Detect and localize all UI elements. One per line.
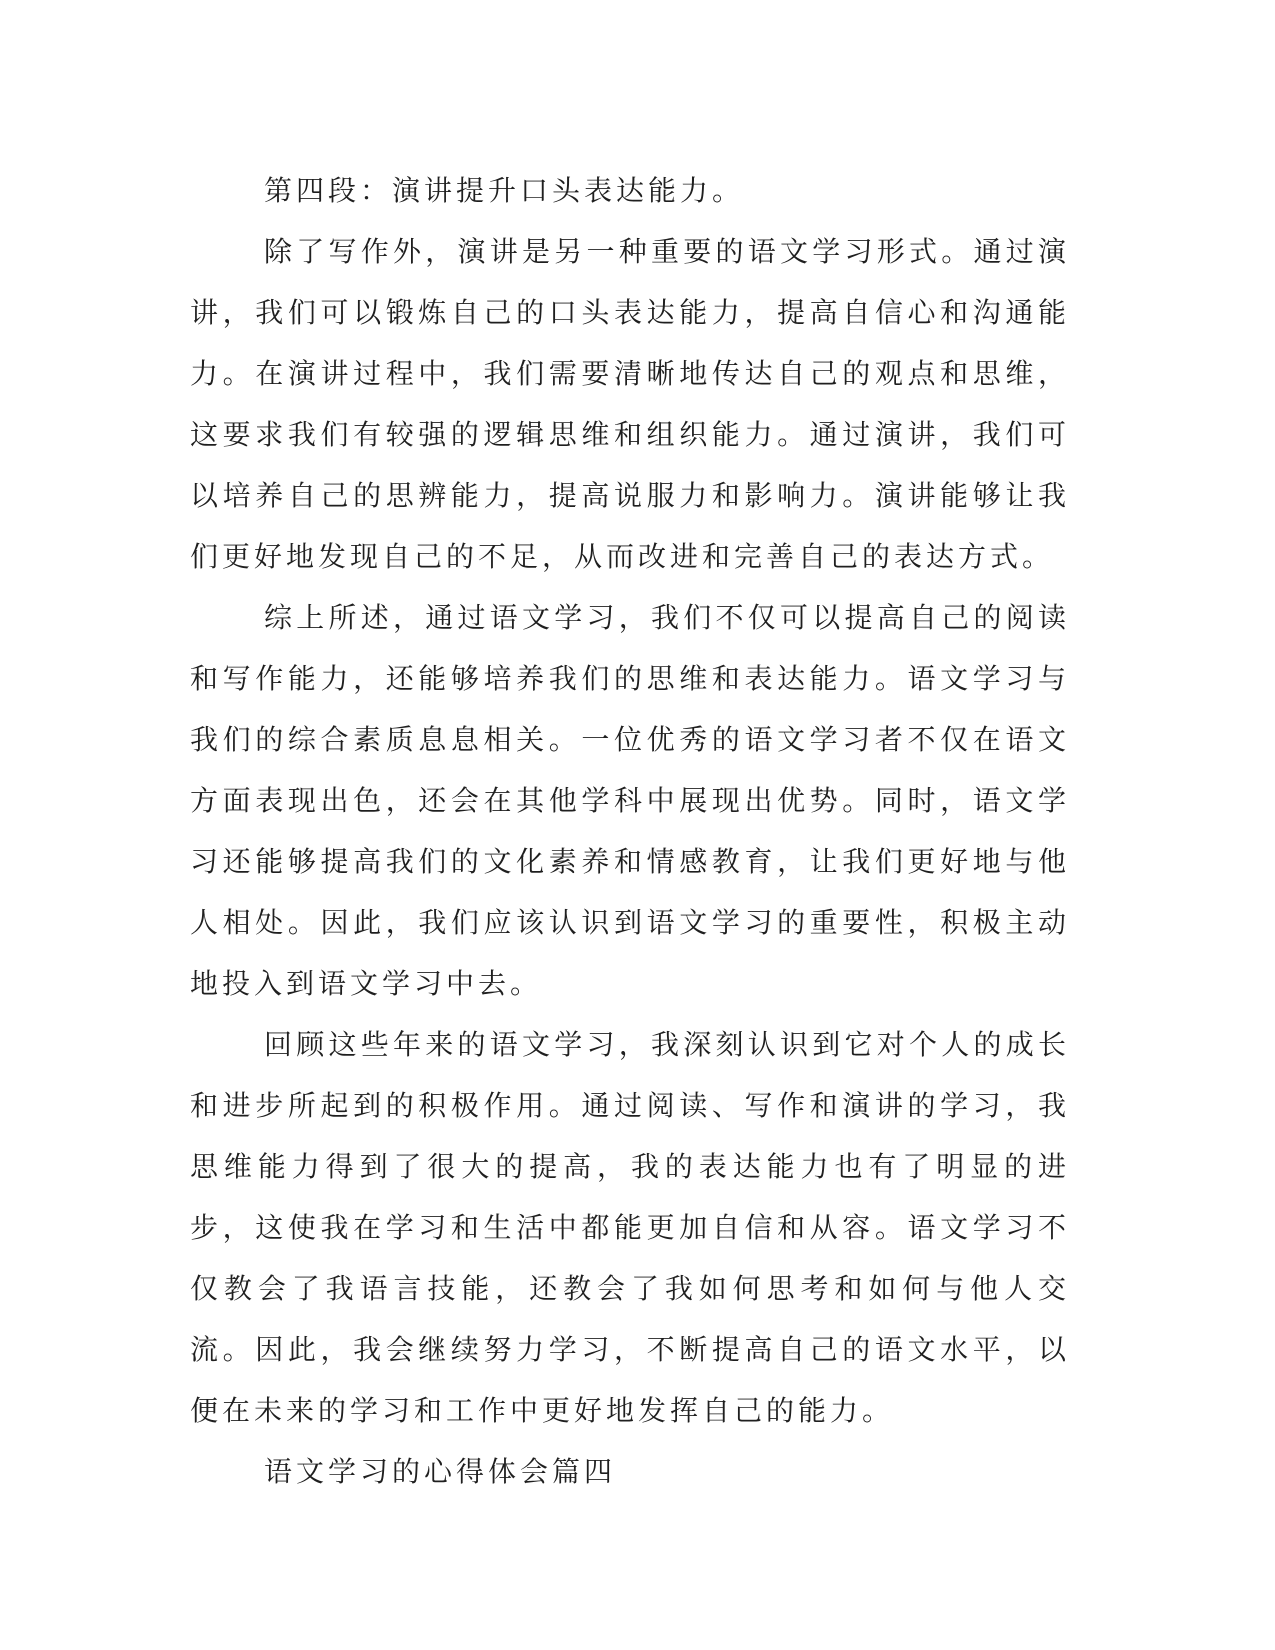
paragraph-summary: 综上所述，通过语文学习，我们不仅可以提高自己的阅读和写作能力，还能够培养我们的思维和表达能力。语文学习与我们的综合素质息息相关。一位优秀的语文学习者不仅在语文方面表现出色，还会在其他学科中展现出优势。同时，语文学习还能够提高我们的文化素养和情感教育，让我们更好地与他人相处。因此，我们应该认识到语文学习的重要性，积极主动地投入到语文学习中去。	[190, 601, 1070, 1000]
document-body	[190, 160, 1070, 1502]
paragraph-speech: 除了写作外，演讲是另一种重要的语文学习形式。通过演讲，我们可以锻炼自己的口头表达能力，提高自信心和沟通能力。在演讲过程中，我们需要清晰地传达自己的观点和思维，这要求我们有较强的逻辑思维和组织能力。通过演讲，我们可以培养自己的思辨能力，提高说服力和影响力。演讲能够让我们更好地发现自己的不足，从而改进和完善自己的表达方式。	[190, 235, 1070, 573]
next-section-title: 语文学习的心得体会篇四	[264, 1455, 617, 1488]
section-heading: 第四段：演讲提升口头表达能力。	[264, 174, 745, 207]
paragraph-reflection: 回顾这些年来的语文学习，我深刻认识到它对个人的成长和进步所起到的积极作用。通过阅读、写作和演讲的学习，我思维能力得到了很大的提高，我的表达能力也有了明显的进步，这使我在学习和生活中都能更加自信和从容。语文学习不仅教会了我语言技能，还教会了我如何思考和如何与他人交流。因此，我会继续努力学习，不断提高自己的语文水平，以便在未来的学习和工作中更好地发挥自己的能力。	[190, 1028, 1070, 1427]
